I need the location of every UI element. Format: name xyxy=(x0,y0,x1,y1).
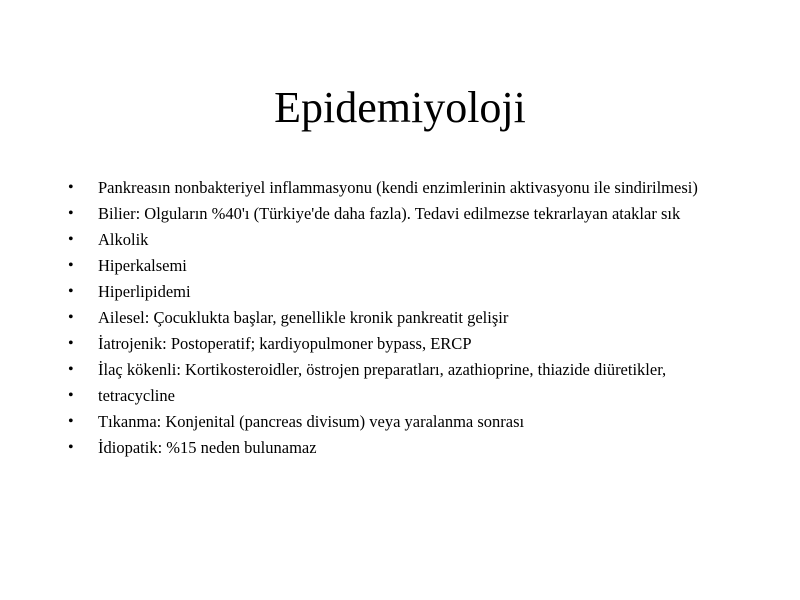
bullet-item xyxy=(60,229,740,250)
bullet-text: tetracycline xyxy=(98,386,175,405)
bullet-icon: • xyxy=(68,309,74,326)
bullet-text: Hiperkalsemi xyxy=(98,256,187,275)
bullet-icon: • xyxy=(68,257,74,274)
bullet-item xyxy=(60,333,740,354)
bullet-text: İlaç kökenli: Kortikosteroidler, östrojen preparatları, azathioprine, thiazide diüretikler, xyxy=(98,360,667,379)
bullet-icon: • xyxy=(68,179,74,196)
bullet-icon: • xyxy=(68,283,74,300)
bullet-item xyxy=(60,281,740,302)
bullet-text: Bilier: Olguların %40'ı (Türkiye'de daha fazla). Tedavi edilmezse tekrarlayan ataklar sık xyxy=(98,204,681,223)
bullet-list xyxy=(60,177,740,463)
slide-title: Epidemiyoloji xyxy=(274,83,526,132)
bullet-item xyxy=(60,203,740,224)
bullet-text: İatrojenik: Postoperatif; kardiyopulmoner bypass, ERCP xyxy=(98,334,472,353)
bullet-icon: • xyxy=(68,361,74,378)
bullet-text: Ailesel: Çocuklukta başlar, genellikle kronik pankreatit gelişir xyxy=(98,308,509,327)
bullet-text: İdiopatik: %15 neden bulunamaz xyxy=(98,438,317,457)
bullet-text: Tıkanma: Konjenital (pancreas divisum) veya yaralanma sonrası xyxy=(98,412,525,431)
bullet-icon: • xyxy=(68,205,74,222)
bullet-icon: • xyxy=(68,387,74,404)
bullet-icon: • xyxy=(68,231,74,248)
bullet-item xyxy=(60,307,740,328)
bullet-item xyxy=(60,411,740,432)
bullet-text: Alkolik xyxy=(98,230,149,249)
bullet-icon: • xyxy=(68,335,74,352)
bullet-icon: • xyxy=(68,439,74,456)
bullet-text: Hiperlipidemi xyxy=(98,282,191,301)
bullet-item xyxy=(60,437,740,458)
bullet-item xyxy=(60,385,740,406)
bullet-item xyxy=(60,177,740,198)
bullet-item xyxy=(60,359,740,380)
bullet-text: Pankreasın nonbakteriyel inflammasyonu (kendi enzimlerinin aktivasyonu ile sindirilmesi) xyxy=(98,178,698,197)
bullet-item xyxy=(60,255,740,276)
bullet-icon: • xyxy=(68,413,74,430)
